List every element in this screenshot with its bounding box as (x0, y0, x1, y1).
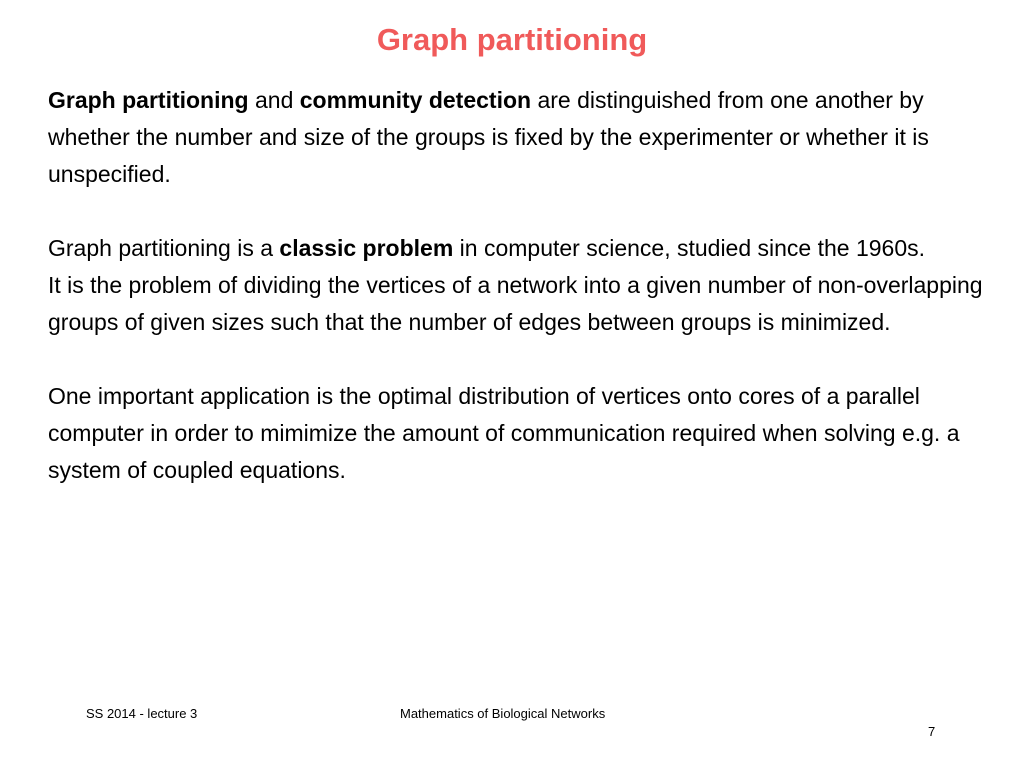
paragraph-classic-problem (48, 230, 998, 267)
text-computer-science: in computer science, studied since the 1960s. (453, 235, 926, 261)
page-number: 7 (928, 724, 936, 739)
paragraph-gap (48, 193, 998, 230)
paragraph-application: One important application is the optimal distribution of vertices onto cores of a parallel computer in order to mimimize the amount of communication required when solving e.g. a system of coupled equations. (48, 383, 960, 483)
paragraph-partitioning-vs-community (48, 82, 998, 193)
footer-course-title: Mathematics of Biological Networks (400, 706, 606, 721)
text-distinguished: are distinguished from one another by whether the number and size of the groups is fixed by the experimenter or whether it is unspecified. (48, 87, 929, 187)
slide-body (48, 82, 998, 489)
term-graph-partitioning: Graph partitioning (48, 87, 249, 113)
paragraph-problem-definition: It is the problem of dividing the vertices of a network into a given number of non-overlapping groups of given sizes such that the number of edges between groups is minimized. (48, 272, 983, 335)
footer-course-label: SS 2014 - lecture 3 (86, 706, 198, 721)
text-and: and (248, 87, 300, 113)
slide-title: Graph partitioning (376, 22, 648, 57)
term-classic-problem: classic problem (279, 235, 454, 261)
text-graph-partitioning-is: Graph partitioning is a (48, 235, 280, 261)
paragraph-gap (48, 341, 998, 378)
term-community-detection: community detection (299, 87, 532, 113)
